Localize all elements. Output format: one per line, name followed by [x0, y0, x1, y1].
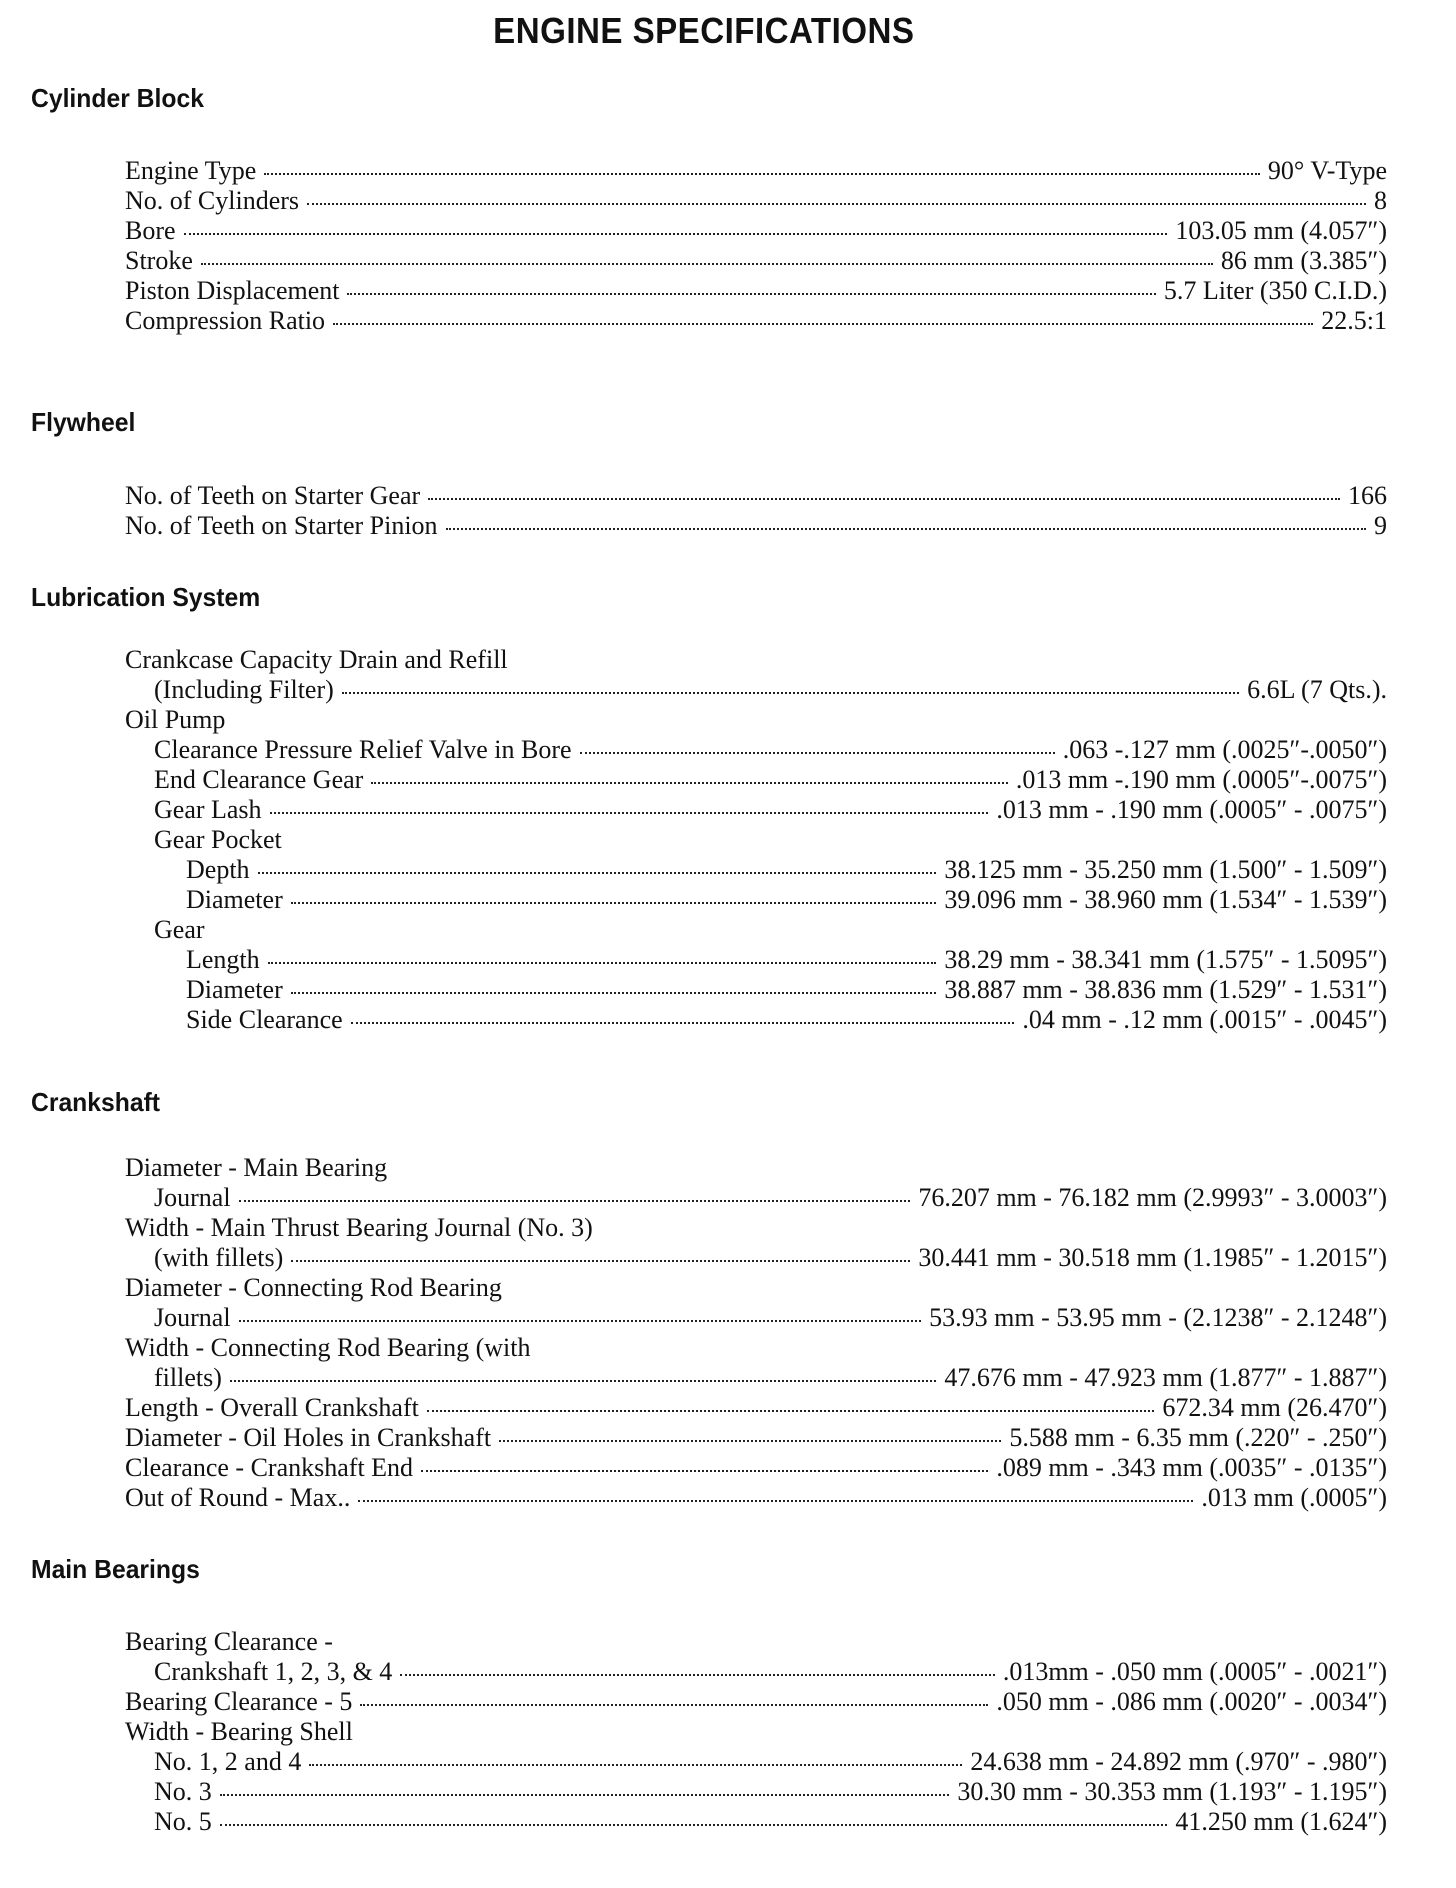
spec-value: 166: [1348, 481, 1387, 510]
spec-row: [125, 1273, 1387, 1303]
spec-row: [125, 1153, 1387, 1183]
spec-label: Journal: [154, 1303, 231, 1332]
spec-label: (Including Filter): [154, 675, 334, 704]
section-heading-flywheel: Flywheel: [31, 407, 136, 437]
spec-value: 9: [1374, 511, 1387, 540]
spec-label: Stroke: [125, 246, 193, 275]
spec-row: [125, 945, 1387, 975]
spec-label: Diameter - Main Bearing: [125, 1153, 388, 1182]
dot-leader: [371, 780, 1007, 784]
spec-label: fillets): [154, 1363, 222, 1392]
spec-row: [125, 246, 1387, 276]
dot-leader: [499, 1438, 1001, 1442]
spec-value: 5.588 mm - 6.35 mm (.220″ - .250″): [1009, 1423, 1387, 1452]
spec-row: [125, 1483, 1387, 1513]
spec-row: [125, 276, 1387, 306]
spec-row: [125, 1183, 1387, 1213]
dot-leader: [268, 960, 937, 964]
spec-row: [125, 1687, 1387, 1717]
spec-row: [125, 511, 1387, 541]
spec-row: [125, 915, 1387, 945]
spec-value: 86 mm (3.385″): [1220, 246, 1387, 275]
spec-row: [125, 1423, 1387, 1453]
dot-leader: [351, 1020, 1015, 1024]
dot-leader: [360, 1702, 988, 1706]
dot-leader: [220, 1822, 1168, 1826]
crankshaft-specs: [125, 1153, 1387, 1513]
spec-value: 39.096 mm - 38.960 mm (1.534″ - 1.539″): [944, 885, 1387, 914]
cylinder-block-specs: [125, 156, 1387, 336]
spec-row: [125, 1213, 1387, 1243]
spec-label: Gear Lash: [154, 795, 262, 824]
spec-label: Diameter - Oil Holes in Crankshaft: [125, 1423, 492, 1452]
spec-value: 8: [1374, 186, 1387, 215]
spec-row: [125, 1717, 1387, 1747]
main-bearings-specs: [125, 1627, 1387, 1837]
spec-row: [125, 306, 1387, 336]
dot-leader: [307, 201, 1366, 205]
lubrication-system-specs: [125, 645, 1387, 1035]
spec-label: Width - Bearing Shell: [125, 1717, 353, 1746]
spec-row: [125, 675, 1387, 705]
section-heading-cylinder-block: Cylinder Block: [31, 83, 204, 113]
spec-value: 76.207 mm - 76.182 mm (2.9993″ - 3.0003″): [918, 1183, 1387, 1212]
spec-value: 90° V-Type: [1267, 156, 1387, 185]
spec-value: 672.34 mm (26.470″): [1162, 1393, 1387, 1422]
spec-value: .013 mm (.0005″): [1201, 1483, 1387, 1512]
dot-leader: [358, 1498, 1193, 1502]
spec-row: [125, 1363, 1387, 1393]
spec-label: Out of Round - Max..: [125, 1483, 351, 1512]
spec-label: Diameter: [186, 885, 283, 914]
spec-row: [125, 186, 1387, 216]
spec-label: Side Clearance: [186, 1005, 343, 1034]
spec-row: [125, 705, 1387, 735]
dot-leader: [270, 810, 989, 814]
spec-value: .013mm - .050 mm (.0005″ - .0021″): [1002, 1657, 1387, 1686]
spec-row: [125, 1453, 1387, 1483]
spec-label: Oil Pump: [125, 705, 226, 734]
spec-label: Depth: [186, 855, 250, 884]
spec-label: Diameter: [186, 975, 283, 1004]
spec-label: Bore: [125, 216, 176, 245]
spec-row: [125, 1807, 1387, 1837]
spec-row: [125, 765, 1387, 795]
spec-row: [125, 1333, 1387, 1363]
spec-row: [125, 735, 1387, 765]
spec-value: 38.29 mm - 38.341 mm (1.575″ - 1.5095″): [944, 945, 1387, 974]
dot-leader: [400, 1672, 995, 1676]
spec-row: [125, 825, 1387, 855]
dot-leader: [291, 900, 937, 904]
spec-value: 38.887 mm - 38.836 mm (1.529″ - 1.531″): [944, 975, 1387, 1004]
spec-row: [125, 216, 1387, 246]
spec-value: 30.441 mm - 30.518 mm (1.1985″ - 1.2015″): [918, 1243, 1387, 1272]
spec-row: [125, 975, 1387, 1005]
spec-label: (with fillets): [154, 1243, 284, 1272]
spec-label: Bearing Clearance -: [125, 1627, 333, 1656]
dot-leader: [580, 750, 1055, 754]
spec-label: Engine Type: [125, 156, 257, 185]
spec-row: [125, 645, 1387, 675]
spec-label: Clearance Pressure Relief Valve in Bore: [154, 735, 572, 764]
spec-label: Compression Ratio: [125, 306, 326, 335]
dot-leader: [427, 1408, 1155, 1412]
spec-value: 5.7 Liter (350 C.I.D.): [1163, 276, 1387, 305]
spec-row: [125, 795, 1387, 825]
spec-row: [125, 1657, 1387, 1687]
spec-value: .013 mm - .190 mm (.0005″ - .0075″): [996, 795, 1387, 824]
page-title: ENGINE SPECIFICATIONS: [493, 10, 915, 51]
spec-value: 103.05 mm (4.057″): [1175, 216, 1387, 245]
dot-leader: [309, 1762, 962, 1766]
spec-label: Length: [186, 945, 260, 974]
spec-value: 47.676 mm - 47.923 mm (1.877″ - 1.887″): [944, 1363, 1387, 1392]
spec-label: No. of Teeth on Starter Pinion: [125, 511, 438, 540]
dot-leader: [239, 1318, 922, 1322]
spec-value: .089 mm - .343 mm (.0035″ - .0135″): [996, 1453, 1387, 1482]
spec-value: 53.93 mm - 53.95 mm - (2.1238″ - 2.1248″): [929, 1303, 1387, 1332]
spec-label: Gear: [154, 915, 205, 944]
spec-value: .04 mm - .12 mm (.0015″ - .0045″): [1022, 1005, 1387, 1034]
section-heading-main-bearings: Main Bearings: [31, 1554, 200, 1584]
dot-leader: [264, 171, 1260, 175]
spec-label: Length - Overall Crankshaft: [125, 1393, 419, 1422]
section-heading-crankshaft: Crankshaft: [31, 1087, 161, 1117]
spec-value: .050 mm - .086 mm (.0020″ - .0034″): [996, 1687, 1387, 1716]
dot-leader: [428, 496, 1340, 500]
spec-value: 24.638 mm - 24.892 mm (.970″ - .980″): [970, 1747, 1387, 1776]
spec-label: Bearing Clearance - 5: [125, 1687, 353, 1716]
dot-leader: [291, 1258, 910, 1262]
spec-row: [125, 1747, 1387, 1777]
spec-value: 22.5:1: [1321, 306, 1387, 335]
spec-row: [125, 481, 1387, 511]
dot-leader: [347, 291, 1155, 295]
flywheel-specs: [125, 481, 1387, 541]
spec-label: Piston Displacement: [125, 276, 340, 305]
spec-label: Crankshaft 1, 2, 3, & 4: [154, 1657, 393, 1686]
dot-leader: [201, 261, 1213, 265]
spec-label: Journal: [154, 1183, 231, 1212]
dot-leader: [258, 870, 937, 874]
dot-leader: [230, 1378, 936, 1382]
spec-row: [125, 855, 1387, 885]
spec-label: No. 5: [154, 1807, 212, 1836]
spec-label: End Clearance Gear: [154, 765, 364, 794]
section-heading-lubrication-system: Lubrication System: [31, 582, 261, 612]
dot-leader: [446, 526, 1366, 530]
spec-label: No. 3: [154, 1777, 212, 1806]
spec-row: [125, 1777, 1387, 1807]
spec-value: 6.6L (7 Qts.).: [1247, 675, 1387, 704]
spec-row: [125, 1303, 1387, 1333]
dot-leader: [291, 990, 937, 994]
spec-label: No. of Cylinders: [125, 186, 300, 215]
spec-row: [125, 1005, 1387, 1035]
dot-leader: [333, 321, 1313, 325]
spec-value: .013 mm -.190 mm (.0005″-.0075″): [1015, 765, 1387, 794]
spec-label: Crankcase Capacity Drain and Refill: [125, 645, 508, 674]
spec-row: [125, 1393, 1387, 1423]
spec-value: 41.250 mm (1.624″): [1175, 1807, 1387, 1836]
spec-row: [125, 1243, 1387, 1273]
dot-leader: [184, 231, 1168, 235]
dot-leader: [421, 1468, 988, 1472]
spec-row: [125, 156, 1387, 186]
spec-value: .063 -.127 mm (.0025″-.0050″): [1062, 735, 1387, 764]
spec-label: Width - Main Thrust Bearing Journal (No. 3): [125, 1213, 593, 1242]
spec-value: 30.30 mm - 30.353 mm (1.193″ - 1.195″): [957, 1777, 1387, 1806]
spec-label: Gear Pocket: [154, 825, 282, 854]
spec-row: [125, 1627, 1387, 1657]
dot-leader: [239, 1198, 911, 1202]
dot-leader: [220, 1792, 950, 1796]
spec-row: [125, 885, 1387, 915]
spec-label: No. 1, 2 and 4: [154, 1747, 302, 1776]
spec-label: Diameter - Connecting Rod Bearing: [125, 1273, 502, 1302]
spec-value: 38.125 mm - 35.250 mm (1.500″ - 1.509″): [944, 855, 1387, 884]
spec-label: Clearance - Crankshaft End: [125, 1453, 414, 1482]
spec-label: Width - Connecting Rod Bearing (with: [125, 1333, 531, 1362]
dot-leader: [342, 690, 1239, 694]
spec-label: No. of Teeth on Starter Gear: [125, 481, 421, 510]
